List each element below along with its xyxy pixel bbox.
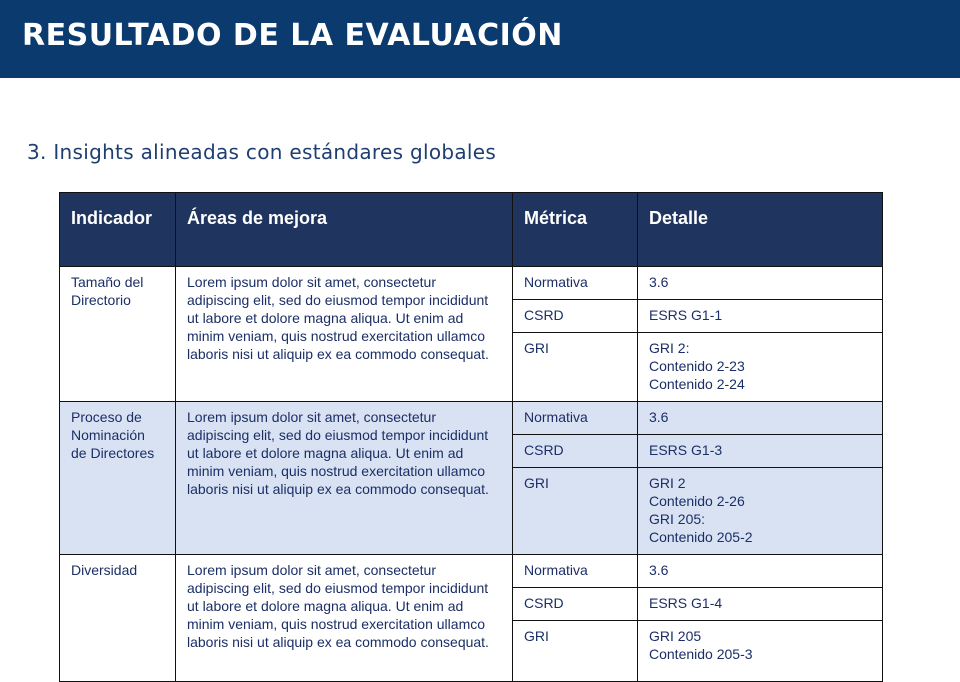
improvement-cell: Lorem ipsum dolor sit amet, consectetur adipiscing elit, sed do eiusmod tempor incididunt ut labore et dolore magna aliqua. Ut enim ad minim veniam, quis nostrud exercitation ullamco laboris nisi ut aliquip ex ea commodo consequat.	[176, 402, 513, 555]
page-title: RESULTADO DE LA EVALUACIÓN	[22, 18, 563, 53]
table-row	[60, 267, 883, 300]
detail-cell: GRI 2: Contenido 2-23 Contenido 2-24	[638, 333, 883, 402]
metric-cell: Normativa	[513, 555, 638, 588]
insights-table	[59, 192, 883, 682]
metric-cell: CSRD	[513, 300, 638, 333]
header-banner	[0, 0, 960, 78]
metric-cell: GRI	[513, 468, 638, 555]
table-header-row	[60, 193, 883, 267]
section-title: 3. Insights alineadas con estándares globales	[27, 140, 497, 164]
metric-cell: Normativa	[513, 402, 638, 435]
column-header-improvement: Áreas de mejora	[176, 193, 513, 267]
indicator-cell: Proceso de Nominación de Directores	[60, 402, 176, 555]
detail-cell: 3.6	[638, 555, 883, 588]
table-row	[60, 402, 883, 435]
metric-cell: GRI	[513, 621, 638, 682]
metric-cell: Normativa	[513, 267, 638, 300]
table-row	[60, 555, 883, 588]
metric-cell: GRI	[513, 333, 638, 402]
metric-cell: CSRD	[513, 435, 638, 468]
detail-cell: ESRS G1-1	[638, 300, 883, 333]
improvement-cell: Lorem ipsum dolor sit amet, consectetur adipiscing elit, sed do eiusmod tempor incididunt ut labore et dolore magna aliqua. Ut enim ad minim veniam, quis nostrud exercitation ullamco laboris nisi ut aliquip ex ea commodo consequat.	[176, 555, 513, 682]
detail-cell: ESRS G1-4	[638, 588, 883, 621]
detail-cell: GRI 205 Contenido 205-3	[638, 621, 883, 682]
detail-cell: 3.6	[638, 402, 883, 435]
column-header-detail: Detalle	[638, 193, 883, 267]
detail-cell: ESRS G1-3	[638, 435, 883, 468]
metric-cell: CSRD	[513, 588, 638, 621]
detail-cell: GRI 2 Contenido 2-26 GRI 205: Contenido 205-2	[638, 468, 883, 555]
column-header-metric: Métrica	[513, 193, 638, 267]
indicator-cell: Diversidad	[60, 555, 176, 682]
indicator-cell: Tamaño del Directorio	[60, 267, 176, 402]
detail-cell: 3.6	[638, 267, 883, 300]
column-header-indicator: Indicador	[60, 193, 176, 267]
improvement-cell: Lorem ipsum dolor sit amet, consectetur adipiscing elit, sed do eiusmod tempor incididunt ut labore et dolore magna aliqua. Ut enim ad minim veniam, quis nostrud exercitation ullamco laboris nisi ut aliquip ex ea commodo consequat.	[176, 267, 513, 402]
